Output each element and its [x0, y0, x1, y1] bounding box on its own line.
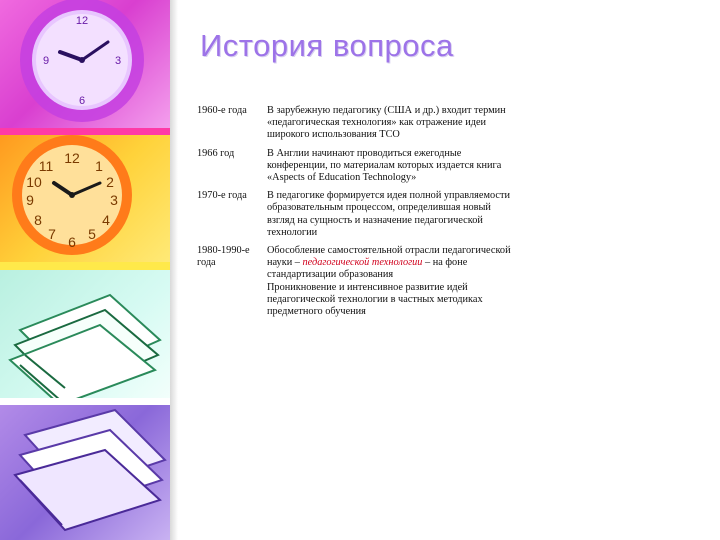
event-text: – на фоне стандартизации образования — [267, 257, 468, 281]
event-text: Обособление самостоятельной отрасли педагогической науки – — [267, 245, 511, 269]
highlighted-term: педагогической технологии — [302, 257, 423, 269]
clock-number-11: 11 — [38, 158, 54, 174]
event-cell: В Англии начинают проводиться ежегодные конференции, по материалам которых издается книга «Aspects of Education Technology» — [267, 147, 502, 184]
clock-number-7: 7 — [48, 226, 56, 242]
clock-number-2: 2 — [106, 174, 114, 190]
clock-panel-pink — [0, 0, 170, 135]
year-cell: 1980-1990-е года — [197, 245, 250, 269]
event-text: Проникновение и интенсивное развитие идей педагогической технологии в частных методиках предметного обучения — [267, 281, 483, 318]
books-panel-mint — [0, 270, 170, 405]
slide-title: История вопроса — [200, 28, 454, 63]
clock-number-9: 9 — [26, 192, 34, 208]
year-cell: 1970-е года — [197, 190, 247, 202]
books-stack-icon — [0, 270, 170, 405]
clock-number-12: 12 — [64, 150, 80, 166]
svg-text:9: 9 — [42, 55, 50, 67]
clock-number-5: 5 — [88, 226, 96, 242]
svg-text:3: 3 — [114, 55, 122, 67]
orange-clock-icon — [0, 135, 170, 270]
event-cell — [267, 245, 517, 324]
clock-number-3: 3 — [110, 192, 118, 208]
table-row — [197, 190, 517, 245]
clock-number-1: 1 — [95, 158, 103, 174]
sidebar-shadow — [170, 0, 178, 540]
books-panel-violet — [0, 405, 170, 540]
clock-number-10: 10 — [26, 174, 42, 190]
clock-panel-orange — [0, 135, 170, 270]
books-stack-icon — [0, 405, 170, 540]
history-table — [197, 105, 517, 324]
decorative-sidebar — [0, 0, 170, 540]
year-cell: 1960-е года — [197, 105, 247, 116]
pink-clock-icon — [0, 0, 170, 135]
table-row — [197, 105, 517, 148]
table-row — [197, 245, 517, 324]
svg-text:6: 6 — [78, 95, 86, 107]
event-cell: В педагогике формируется идея полной управляемости образовательным процессом, определившая новый взгляд на сущность и назначение педагогической технологии — [267, 190, 510, 238]
year-cell: 1966 год — [197, 147, 235, 159]
table-row — [197, 148, 517, 191]
clock-number-4: 4 — [102, 212, 110, 228]
clock-number-8: 8 — [34, 212, 42, 228]
svg-text:12: 12 — [75, 15, 89, 27]
event-cell: В зарубежную педагогику (США и др.) входит термин «педагогическая технология» как отражение идеи широкого использования ТСО — [267, 105, 506, 141]
clock-number-6: 6 — [68, 234, 76, 250]
